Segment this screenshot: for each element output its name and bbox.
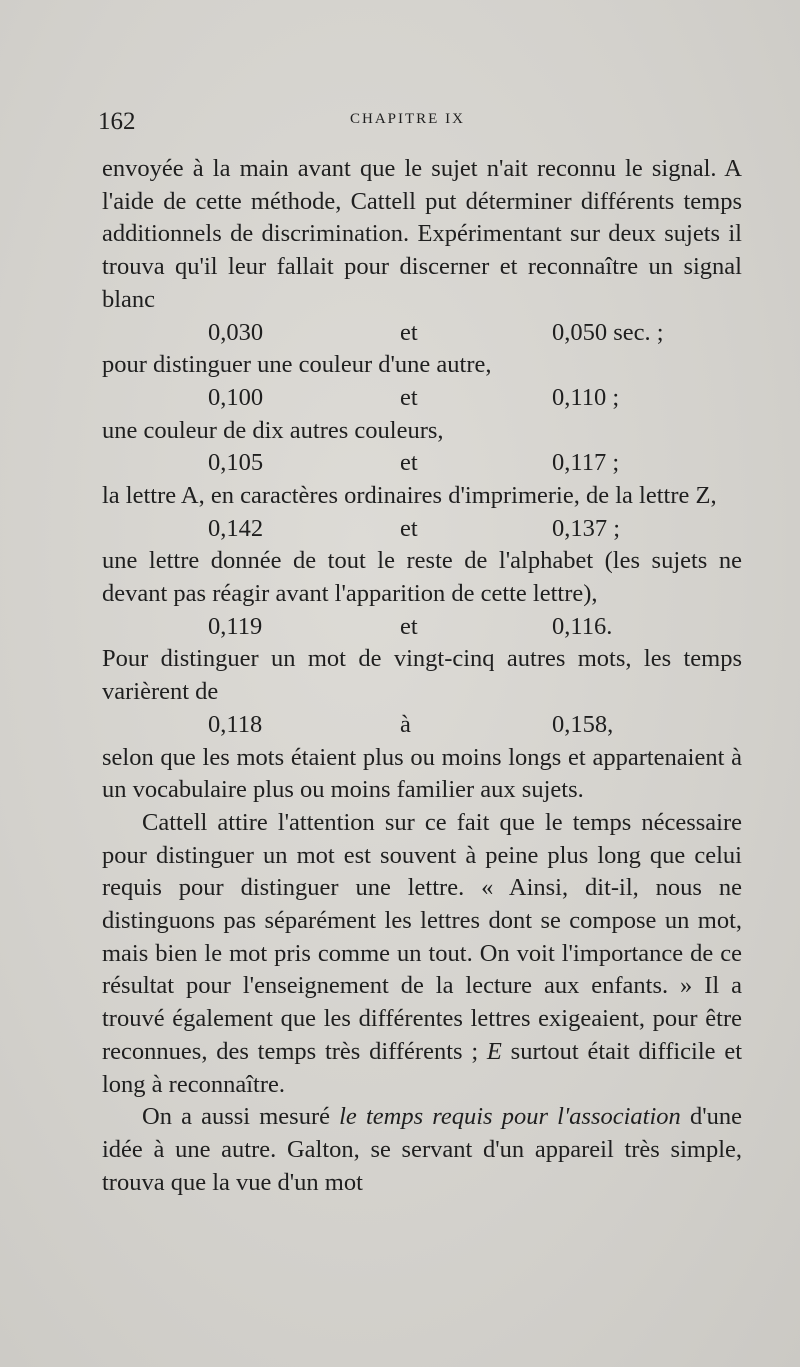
value-b: 0,116. <box>552 612 613 640</box>
paragraph: pour distinguer une couleur d'une autre, <box>102 351 492 379</box>
italic-letter: E <box>486 1037 502 1065</box>
value-a: 0,119 <box>208 612 263 640</box>
value-sep: et <box>400 612 418 640</box>
value-b: 0,110 ; <box>552 383 620 411</box>
value-b: 0,050 sec. ; <box>552 318 664 346</box>
value-sep: et <box>400 383 418 411</box>
value-sep: et <box>400 318 418 346</box>
value-a: 0,105 <box>208 449 264 477</box>
value-a: 0,142 <box>208 514 264 542</box>
value-sep: et <box>400 514 418 542</box>
paragraph: une couleur de dix autres couleurs, <box>102 416 444 444</box>
paragraph: la lettre A, en caractères ordinaires d'imprimerie, de la lettre Z, <box>102 481 717 509</box>
paragraph-text: On a aussi mesuré <box>142 1103 340 1131</box>
value-a: 0,118 <box>208 710 263 738</box>
values-row <box>102 447 742 480</box>
value-sep: à <box>400 710 411 738</box>
running-title: CHAPITRE IX <box>350 111 465 127</box>
value-a: 0,030 <box>208 318 264 346</box>
paragraph-text: surtout était difficile et long à reconnaître. <box>102 1037 742 1098</box>
value-b: 0,158, <box>552 710 614 738</box>
value-b: 0,117 ; <box>552 449 620 477</box>
paragraph: Pour distinguer un mot de vingt-cinq autres mots, les temps varièrent de <box>102 645 742 706</box>
page-body <box>102 153 742 1199</box>
values-row <box>102 317 742 350</box>
paragraph-text: Cattell attire l'attention sur ce fait que le temps nécessaire pour distinguer un mot est souvent à peine plus long que celui requis pour distinguer une lettre. « Ainsi, dit-il, nous ne distinguons pas séparément les lettres dont se compose un mot, mais bien le mot pris comme un tout. On voit l'importance de ce résultat pour l'enseignement de la lecture aux enfants. » Il a trouvé également que les différentes lettres exigeaient, pour être reconnues, des temps très différents ; <box>102 808 742 1065</box>
paragraph <box>102 807 742 1101</box>
italic-phrase: le temps requis pour l'association <box>339 1103 681 1131</box>
paragraph: envoyée à la main avant que le sujet n'ait reconnu le signal. A l'aide de cette méthode, Cattell put déterminer différents temps additionnels de discrimination. Expérimentant sur deux sujets il trouva qu'il leur fallait pour discerner et reconnaître un signal blanc <box>102 155 742 313</box>
values-row <box>102 611 742 644</box>
values-row <box>102 513 742 546</box>
values-row <box>102 382 742 415</box>
page-number: 162 <box>98 108 136 135</box>
values-row <box>102 709 742 742</box>
paragraph: une lettre donnée de tout le reste de l'alphabet (les sujets ne devant pas réagir avant l'apparition de cette lettre), <box>102 547 742 608</box>
value-b: 0,137 ; <box>552 514 621 542</box>
value-a: 0,100 <box>208 383 264 411</box>
page-header <box>98 104 748 138</box>
paragraph: selon que les mots étaient plus ou moins longs et appartenaient à un vocabulaire plus ou moins familier aux sujets. <box>102 743 742 804</box>
paragraph-text: d'une idée à une autre. Galton, se servant d'un appareil très simple, trouva que la vue d'un mot <box>102 1103 742 1196</box>
paragraph <box>102 1101 742 1199</box>
value-sep: et <box>400 449 418 477</box>
